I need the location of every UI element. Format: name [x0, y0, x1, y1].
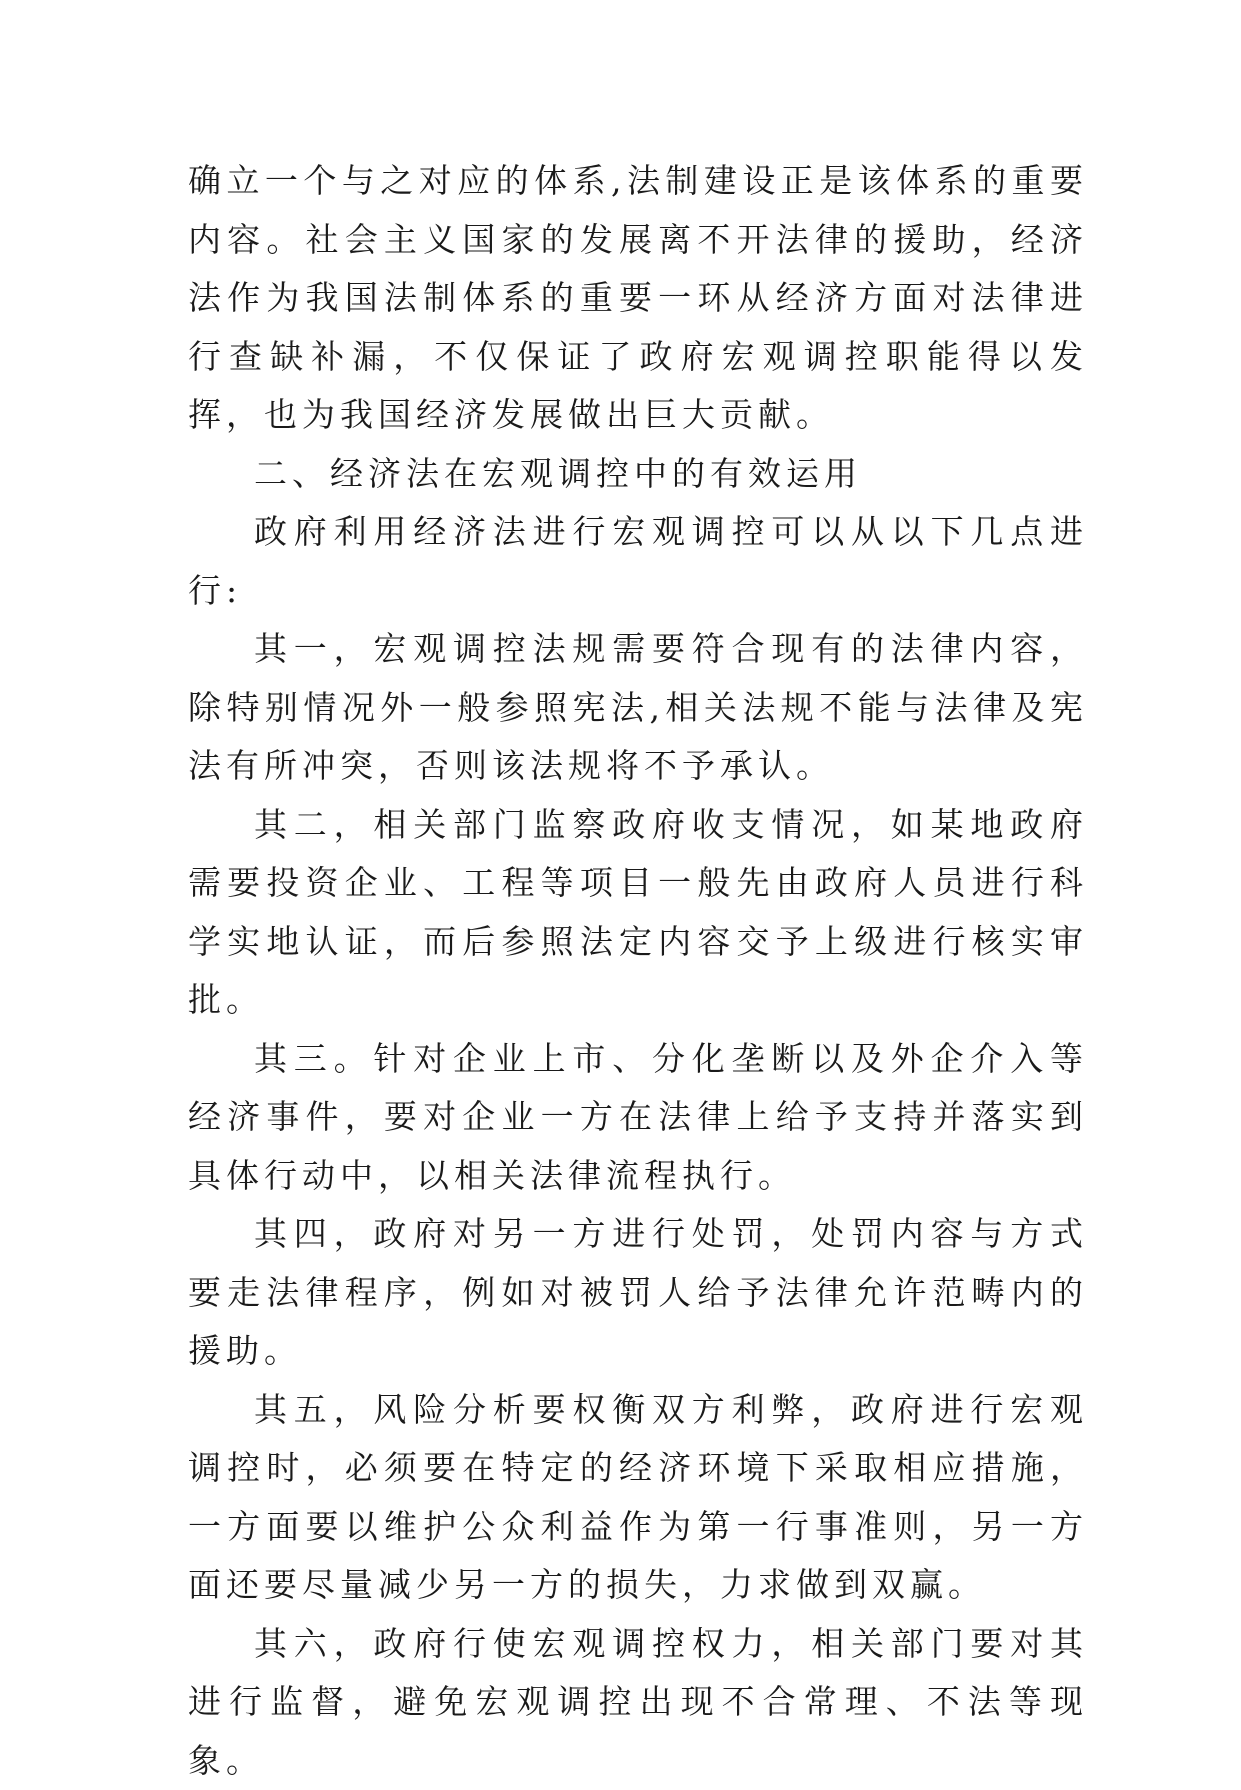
paragraph-point-4: 其四，政府对另一方进行处罚，处罚内容与方式要走法律程序，例如对被罚人给予法律允许范畴内的援助。	[188, 1205, 1088, 1381]
paragraph-point-6: 其六，政府行使宏观调控权力，相关部门要对其进行监督，避免宏观调控出现不合常理、不法等现象。	[188, 1615, 1088, 1790]
paragraph-intro: 政府利用经济法进行宏观调控可以从以下几点进行:	[188, 503, 1088, 620]
paragraph-point-5: 其五，风险分析要权衡双方利弊，政府进行宏观调控时，必须要在特定的经济环境下采取相应措施，一方面要以维护公众利益作为第一行事准则，另一方面还要尽量减少另一方的损失，力求做到双赢。	[188, 1381, 1088, 1615]
paragraph-point-2: 其二，相关部门监察政府收支情况，如某地政府需要投资企业、工程等项目一般先由政府人员进行科学实地认证，而后参照法定内容交予上级进行核实审批。	[188, 796, 1088, 1030]
document-body	[188, 152, 1088, 1790]
paragraph-continuation: 确立一个与之对应的体系,法制建设正是该体系的重要内容。社会主义国家的发展离不开法律的援助，经济法作为我国法制体系的重要一环从经济方面对法律进行查缺补漏，不仅保证了政府宏观调控职能得以发挥，也为我国经济发展做出巨大贡献。	[188, 152, 1088, 445]
paragraph-point-3: 其三。针对企业上市、分化垄断以及外企介入等经济事件，要对企业一方在法律上给予支持并落实到具体行动中，以相关法律流程执行。	[188, 1030, 1088, 1206]
paragraph-point-1: 其一，宏观调控法规需要符合现有的法律内容，除特别情况外一般参照宪法,相关法规不能与法律及宪法有所冲突，否则该法规将不予承认。	[188, 620, 1088, 796]
section-heading: 二、经济法在宏观调控中的有效运用	[188, 445, 1088, 504]
